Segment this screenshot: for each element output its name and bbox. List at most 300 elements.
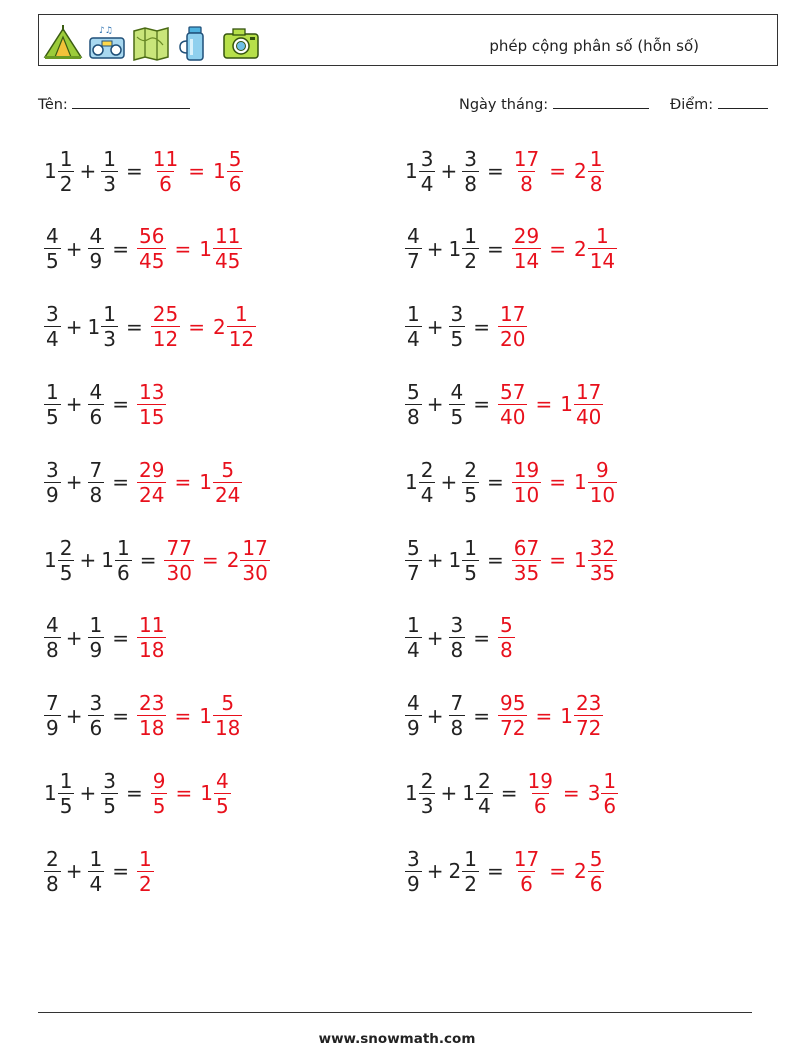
addend-a-numerator: 7 — [46, 691, 59, 716]
answer-improper-mixed-number — [512, 146, 541, 196]
answer-mixed-denominator: 24 — [214, 482, 241, 507]
answer-mixed-denominator: 6 — [228, 171, 242, 196]
addend-a-numerator: 1 — [46, 379, 59, 404]
answer-improper-numerator: 29 — [513, 224, 540, 249]
answer-mixed-whole: 2 — [212, 314, 226, 339]
problem-item — [44, 525, 270, 595]
addend-b-fraction — [88, 379, 105, 429]
addend-b-fraction — [88, 613, 105, 663]
answer-improper-fraction — [512, 224, 541, 274]
date-field — [459, 94, 649, 113]
problem-item — [44, 369, 166, 439]
addend-b-denominator: 8 — [89, 482, 103, 507]
addend-b-fraction — [449, 691, 466, 741]
addend-b-mixed-number — [88, 691, 105, 741]
addend-b-denominator: 4 — [477, 793, 491, 818]
answer-improper-numerator: 17 — [500, 302, 526, 327]
answer-improper-numerator: 5 — [500, 613, 513, 638]
answer-improper-fraction — [525, 768, 554, 818]
answer-mixed-whole: 1 — [560, 703, 573, 728]
addend-a-whole: 1 — [44, 159, 57, 183]
addend-b-denominator: 6 — [89, 716, 103, 741]
addend-b-fraction — [88, 691, 105, 741]
equals-sign: = — [174, 703, 192, 728]
addend-a-denominator: 5 — [59, 560, 73, 585]
addend-a-mixed-number — [405, 457, 435, 507]
addend-b-whole: 1 — [462, 781, 475, 806]
addend-b-denominator: 2 — [464, 871, 477, 896]
addend-a-numerator: 4 — [46, 613, 59, 638]
equals-sign: = — [473, 392, 490, 417]
map-icon — [131, 23, 171, 63]
answer-mixed-mixed-number — [587, 768, 618, 818]
equals-sign: = — [125, 781, 143, 806]
answer-improper-fraction — [164, 535, 193, 585]
answer-improper-denominator: 5 — [152, 793, 166, 818]
answer-mixed-mixed-number — [560, 379, 603, 429]
answer-improper-numerator: 57 — [500, 379, 526, 404]
equals-sign: = — [473, 703, 490, 728]
addend-b-whole: 1 — [448, 548, 462, 572]
answer-improper-mixed-number — [137, 379, 166, 429]
equals-sign: = — [201, 548, 219, 572]
answer-mixed-numerator: 5 — [589, 846, 603, 871]
addend-a-numerator: 4 — [407, 224, 420, 249]
answer-mixed-numerator: 5 — [228, 146, 242, 171]
addend-a-denominator: 4 — [407, 638, 420, 663]
answer-mixed-denominator: 45 — [214, 249, 241, 274]
addend-a-denominator: 4 — [46, 327, 59, 352]
addend-a-denominator: 7 — [407, 249, 420, 274]
addend-a-mixed-number — [44, 846, 61, 896]
addend-a-fraction — [405, 846, 422, 896]
equals-sign: = — [549, 159, 566, 183]
addend-a-numerator: 2 — [420, 768, 434, 793]
addend-a-denominator: 8 — [46, 638, 59, 663]
addend-a-mixed-number — [405, 535, 422, 585]
addend-a-fraction — [44, 457, 61, 507]
answer-improper-fraction — [498, 302, 527, 352]
answer-improper-numerator: 17 — [513, 146, 540, 171]
addend-a-fraction — [405, 691, 422, 741]
answer-improper-fraction — [137, 691, 166, 741]
problem-item — [405, 525, 617, 595]
addend-a-numerator: 3 — [46, 457, 59, 482]
plus-sign: + — [440, 470, 458, 495]
addend-b-denominator: 4 — [89, 871, 103, 896]
addend-b-fraction — [462, 457, 479, 507]
answer-improper-denominator: 6 — [533, 793, 547, 818]
problem-item — [405, 369, 603, 439]
date-label: Ngày tháng: — [459, 97, 549, 113]
addend-b-denominator: 3 — [103, 171, 116, 196]
addend-a-fraction — [58, 768, 75, 818]
plus-sign: + — [65, 236, 83, 261]
problem-item — [405, 292, 527, 362]
name-blank — [72, 94, 190, 109]
answer-improper-fraction — [137, 846, 154, 896]
answer-improper-numerator: 17 — [513, 846, 540, 871]
equals-sign: = — [188, 159, 205, 183]
answer-improper-numerator: 9 — [152, 768, 166, 793]
addend-b-numerator: 1 — [89, 846, 103, 871]
addend-a-mixed-number — [44, 535, 74, 585]
answer-improper-denominator: 15 — [139, 404, 165, 429]
answer-improper-fraction — [498, 379, 527, 429]
addend-a-mixed-number — [405, 146, 435, 196]
addend-a-numerator: 1 — [407, 302, 420, 327]
equals-sign: = — [174, 470, 192, 495]
answer-improper-numerator: 77 — [166, 535, 192, 560]
addend-b-denominator: 9 — [89, 638, 103, 663]
addend-b-mixed-number — [448, 224, 479, 274]
answer-improper-denominator: 12 — [152, 327, 179, 352]
answer-improper-mixed-number — [525, 768, 554, 818]
answer-improper-denominator: 10 — [513, 482, 540, 507]
plus-sign: + — [426, 859, 444, 884]
addend-a-numerator: 5 — [407, 379, 420, 404]
addend-b-numerator: 2 — [477, 768, 491, 793]
addend-b-fraction — [462, 535, 479, 585]
equals-sign: = — [112, 859, 129, 884]
answer-mixed-fraction — [213, 691, 242, 741]
worksheet-header — [38, 14, 778, 66]
answer-mixed-fraction — [588, 457, 617, 507]
answer-mixed-numerator: 32 — [589, 535, 616, 560]
answer-mixed-mixed-number — [212, 146, 243, 196]
addend-a-numerator: 3 — [420, 146, 434, 171]
answer-improper-denominator: 45 — [139, 249, 165, 274]
addend-a-numerator: 4 — [407, 691, 420, 716]
answer-improper-numerator: 95 — [500, 691, 526, 716]
answer-mixed-mixed-number — [560, 691, 603, 741]
addend-a-whole: 1 — [44, 781, 57, 806]
answer-mixed-whole: 2 — [226, 548, 240, 572]
answer-improper-fraction — [512, 146, 541, 196]
answer-improper-mixed-number — [151, 768, 168, 818]
addend-a-fraction — [44, 691, 61, 741]
addend-a-denominator: 3 — [420, 793, 434, 818]
addend-b-numerator: 4 — [450, 379, 464, 404]
addend-b-denominator: 8 — [464, 171, 477, 196]
answer-improper-numerator: 1 — [139, 846, 152, 871]
problem-item — [405, 603, 515, 673]
problem-item — [44, 136, 243, 206]
answer-mixed-whole: 1 — [573, 470, 587, 495]
equals-sign: = — [486, 470, 504, 495]
answer-mixed-mixed-number — [573, 224, 617, 274]
addend-a-mixed-number — [405, 379, 422, 429]
answer-improper-denominator: 72 — [500, 716, 526, 741]
addend-b-fraction — [88, 457, 105, 507]
answer-improper-denominator: 40 — [500, 404, 526, 429]
addend-b-mixed-number — [448, 846, 479, 896]
equals-sign: = — [549, 859, 566, 884]
answer-mixed-fraction — [240, 535, 269, 585]
problem-item — [405, 836, 604, 906]
addend-b-whole: 1 — [101, 548, 114, 572]
addend-a-fraction — [44, 846, 61, 896]
plus-sign: + — [79, 159, 97, 183]
answer-mixed-fraction — [574, 691, 603, 741]
addend-a-mixed-number — [405, 691, 422, 741]
addend-a-fraction — [405, 613, 422, 663]
equals-sign: = — [486, 548, 504, 572]
answer-mixed-numerator: 5 — [221, 691, 235, 716]
answer-improper-mixed-number — [512, 457, 541, 507]
svg-text:♪♫: ♪♫ — [99, 26, 113, 36]
addend-b-mixed-number — [88, 379, 105, 429]
addend-b-mixed-number — [87, 302, 118, 352]
answer-mixed-mixed-number — [199, 457, 242, 507]
answer-mixed-mixed-number — [212, 302, 256, 352]
answer-improper-numerator: 13 — [139, 379, 165, 404]
addend-b-denominator: 8 — [450, 716, 464, 741]
addend-a-mixed-number — [44, 224, 61, 274]
answer-improper-fraction — [498, 691, 527, 741]
addend-b-mixed-number — [88, 224, 105, 274]
addend-a-mixed-number — [44, 302, 61, 352]
answer-mixed-numerator: 17 — [575, 379, 602, 404]
score-blank — [718, 94, 768, 109]
answer-mixed-denominator: 5 — [215, 793, 229, 818]
addend-a-mixed-number — [44, 379, 61, 429]
answer-improper-mixed-number — [137, 224, 166, 274]
answer-mixed-mixed-number — [573, 146, 604, 196]
answer-improper-numerator: 19 — [513, 457, 540, 482]
answer-mixed-fraction — [213, 457, 242, 507]
answer-improper-mixed-number — [164, 535, 193, 585]
addend-b-numerator: 2 — [464, 457, 477, 482]
addend-b-numerator: 1 — [89, 613, 103, 638]
addend-a-mixed-number — [405, 302, 422, 352]
equals-sign: = — [473, 314, 490, 339]
addend-b-fraction — [462, 846, 479, 896]
plus-sign: + — [440, 159, 458, 183]
answer-mixed-mixed-number — [573, 846, 604, 896]
equals-sign: = — [486, 159, 504, 183]
addend-a-numerator: 2 — [420, 457, 434, 482]
addend-a-mixed-number — [44, 457, 61, 507]
addend-b-denominator: 2 — [464, 249, 477, 274]
addend-b-mixed-number — [449, 302, 466, 352]
addend-b-numerator: 3 — [464, 146, 477, 171]
addend-b-denominator: 3 — [103, 327, 116, 352]
addend-a-denominator: 8 — [46, 871, 59, 896]
addend-b-numerator: 3 — [89, 691, 103, 716]
answer-mixed-numerator: 1 — [235, 302, 248, 327]
plus-sign: + — [426, 625, 444, 650]
problem-item — [44, 603, 166, 673]
answer-improper-denominator: 8 — [520, 171, 533, 196]
date-blank — [553, 94, 649, 109]
answer-mixed-whole: 1 — [200, 781, 213, 806]
addend-a-fraction — [44, 224, 61, 274]
addend-a-fraction — [405, 535, 422, 585]
addend-b-numerator: 1 — [116, 535, 130, 560]
answer-improper-fraction — [151, 302, 180, 352]
addend-a-fraction — [58, 146, 75, 196]
addend-a-numerator: 3 — [46, 302, 59, 327]
answer-improper-fraction — [151, 768, 168, 818]
equals-sign: = — [112, 392, 129, 417]
answer-improper-numerator: 11 — [139, 613, 165, 638]
addend-b-numerator: 4 — [89, 379, 103, 404]
addend-a-denominator: 5 — [46, 404, 59, 429]
addend-a-mixed-number — [405, 768, 435, 818]
equals-sign: = — [175, 781, 193, 806]
answer-mixed-fraction — [588, 535, 617, 585]
addend-a-mixed-number — [44, 613, 61, 663]
answer-mixed-mixed-number — [573, 535, 617, 585]
addend-b-numerator: 7 — [450, 691, 464, 716]
answer-improper-numerator: 23 — [139, 691, 165, 716]
addend-a-fraction — [405, 379, 422, 429]
addend-b-numerator: 7 — [89, 457, 103, 482]
addend-b-mixed-number — [101, 535, 131, 585]
plus-sign: + — [65, 392, 83, 417]
answer-mixed-denominator: 12 — [228, 327, 255, 352]
plus-sign: + — [426, 548, 444, 572]
answer-mixed-denominator: 8 — [589, 171, 603, 196]
addend-b-fraction — [101, 146, 118, 196]
addend-b-fraction — [462, 146, 479, 196]
addend-a-mixed-number — [405, 846, 422, 896]
answer-mixed-denominator: 18 — [214, 716, 241, 741]
plus-sign: + — [426, 314, 444, 339]
problem-item — [405, 136, 604, 206]
answer-mixed-whole: 2 — [573, 159, 587, 183]
addend-a-whole: 1 — [405, 470, 418, 495]
addend-b-mixed-number — [462, 768, 492, 818]
problem-item — [44, 292, 256, 362]
answer-improper-mixed-number — [498, 302, 527, 352]
answer-improper-mixed-number — [498, 691, 527, 741]
answer-improper-numerator: 67 — [513, 535, 540, 560]
addend-b-numerator: 1 — [103, 146, 116, 171]
addend-b-mixed-number — [88, 846, 105, 896]
equals-sign: = — [139, 548, 157, 572]
addend-b-numerator: 1 — [464, 846, 477, 871]
problem-item — [405, 681, 603, 751]
answer-mixed-denominator: 6 — [589, 871, 603, 896]
answer-mixed-whole: 1 — [199, 703, 212, 728]
answer-mixed-whole: 2 — [573, 236, 587, 261]
footer-url: www.snowmath.com — [318, 1031, 476, 1047]
addend-a-numerator: 1 — [407, 613, 420, 638]
answer-improper-denominator: 30 — [166, 560, 192, 585]
addend-a-fraction — [419, 457, 436, 507]
equals-sign: = — [125, 314, 143, 339]
answer-improper-fraction — [512, 846, 541, 896]
answer-mixed-denominator: 14 — [589, 249, 616, 274]
answer-mixed-fraction — [588, 224, 617, 274]
addend-a-numerator: 2 — [46, 846, 59, 871]
answer-improper-denominator: 18 — [139, 716, 165, 741]
answer-mixed-fraction — [574, 379, 603, 429]
addend-a-denominator: 9 — [46, 482, 59, 507]
answer-mixed-whole: 1 — [573, 548, 587, 572]
addend-a-mixed-number — [405, 224, 422, 274]
plus-sign: + — [426, 703, 444, 728]
plus-sign: + — [65, 314, 83, 339]
addend-a-numerator: 3 — [407, 846, 420, 871]
answer-mixed-fraction — [227, 302, 256, 352]
answer-improper-mixed-number — [151, 146, 180, 196]
camera-icon — [221, 23, 261, 63]
equals-sign: = — [535, 703, 553, 728]
equals-sign: = — [500, 781, 518, 806]
addend-a-denominator: 2 — [59, 171, 73, 196]
name-field — [38, 94, 190, 113]
addend-b-fraction — [101, 768, 118, 818]
addend-b-fraction — [101, 302, 118, 352]
answer-improper-denominator: 6 — [520, 871, 533, 896]
answer-improper-numerator: 19 — [527, 768, 553, 793]
addend-b-numerator: 4 — [89, 224, 103, 249]
answer-improper-mixed-number — [137, 613, 166, 663]
equals-sign: = — [549, 236, 566, 261]
answer-improper-fraction — [498, 613, 515, 663]
answer-improper-denominator: 24 — [139, 482, 165, 507]
answer-improper-fraction — [137, 224, 166, 274]
addend-a-mixed-number — [405, 613, 422, 663]
answer-mixed-mixed-number — [199, 691, 242, 741]
addend-a-denominator: 5 — [46, 249, 59, 274]
answer-mixed-fraction — [213, 224, 242, 274]
addend-b-numerator: 3 — [450, 302, 464, 327]
answer-improper-fraction — [137, 613, 166, 663]
addend-b-denominator: 5 — [450, 327, 464, 352]
equals-sign: = — [549, 548, 566, 572]
plus-sign: + — [426, 236, 444, 261]
answer-improper-numerator: 11 — [152, 146, 179, 171]
answer-mixed-numerator: 17 — [242, 535, 268, 560]
answer-mixed-fraction — [214, 768, 231, 818]
addend-a-denominator: 7 — [407, 560, 420, 585]
answer-mixed-fraction — [601, 768, 618, 818]
answer-mixed-denominator: 72 — [575, 716, 602, 741]
answer-improper-denominator: 35 — [513, 560, 540, 585]
addend-a-denominator: 5 — [59, 793, 73, 818]
answer-mixed-mixed-number — [199, 224, 242, 274]
addend-b-denominator: 6 — [89, 404, 103, 429]
answer-improper-mixed-number — [498, 613, 515, 663]
addend-b-numerator: 3 — [103, 768, 116, 793]
answer-improper-denominator: 2 — [139, 871, 152, 896]
addend-a-numerator: 2 — [59, 535, 73, 560]
addend-a-whole: 1 — [405, 159, 418, 183]
addend-b-denominator: 5 — [464, 560, 477, 585]
addend-a-denominator: 4 — [420, 482, 434, 507]
answer-improper-numerator: 29 — [139, 457, 165, 482]
answer-mixed-denominator: 10 — [589, 482, 616, 507]
addend-b-numerator: 1 — [464, 224, 477, 249]
addend-b-fraction — [88, 224, 105, 274]
footer-divider — [38, 1012, 752, 1013]
score-field — [670, 94, 768, 113]
equals-sign: = — [174, 236, 192, 261]
addend-b-mixed-number — [448, 535, 479, 585]
addend-b-fraction — [476, 768, 493, 818]
answer-improper-numerator: 25 — [152, 302, 179, 327]
answer-improper-mixed-number — [137, 457, 166, 507]
equals-sign: = — [112, 236, 129, 261]
addend-b-fraction — [449, 379, 466, 429]
addend-b-numerator: 1 — [103, 302, 116, 327]
addend-a-denominator: 9 — [407, 716, 420, 741]
addend-a-numerator: 5 — [407, 535, 420, 560]
